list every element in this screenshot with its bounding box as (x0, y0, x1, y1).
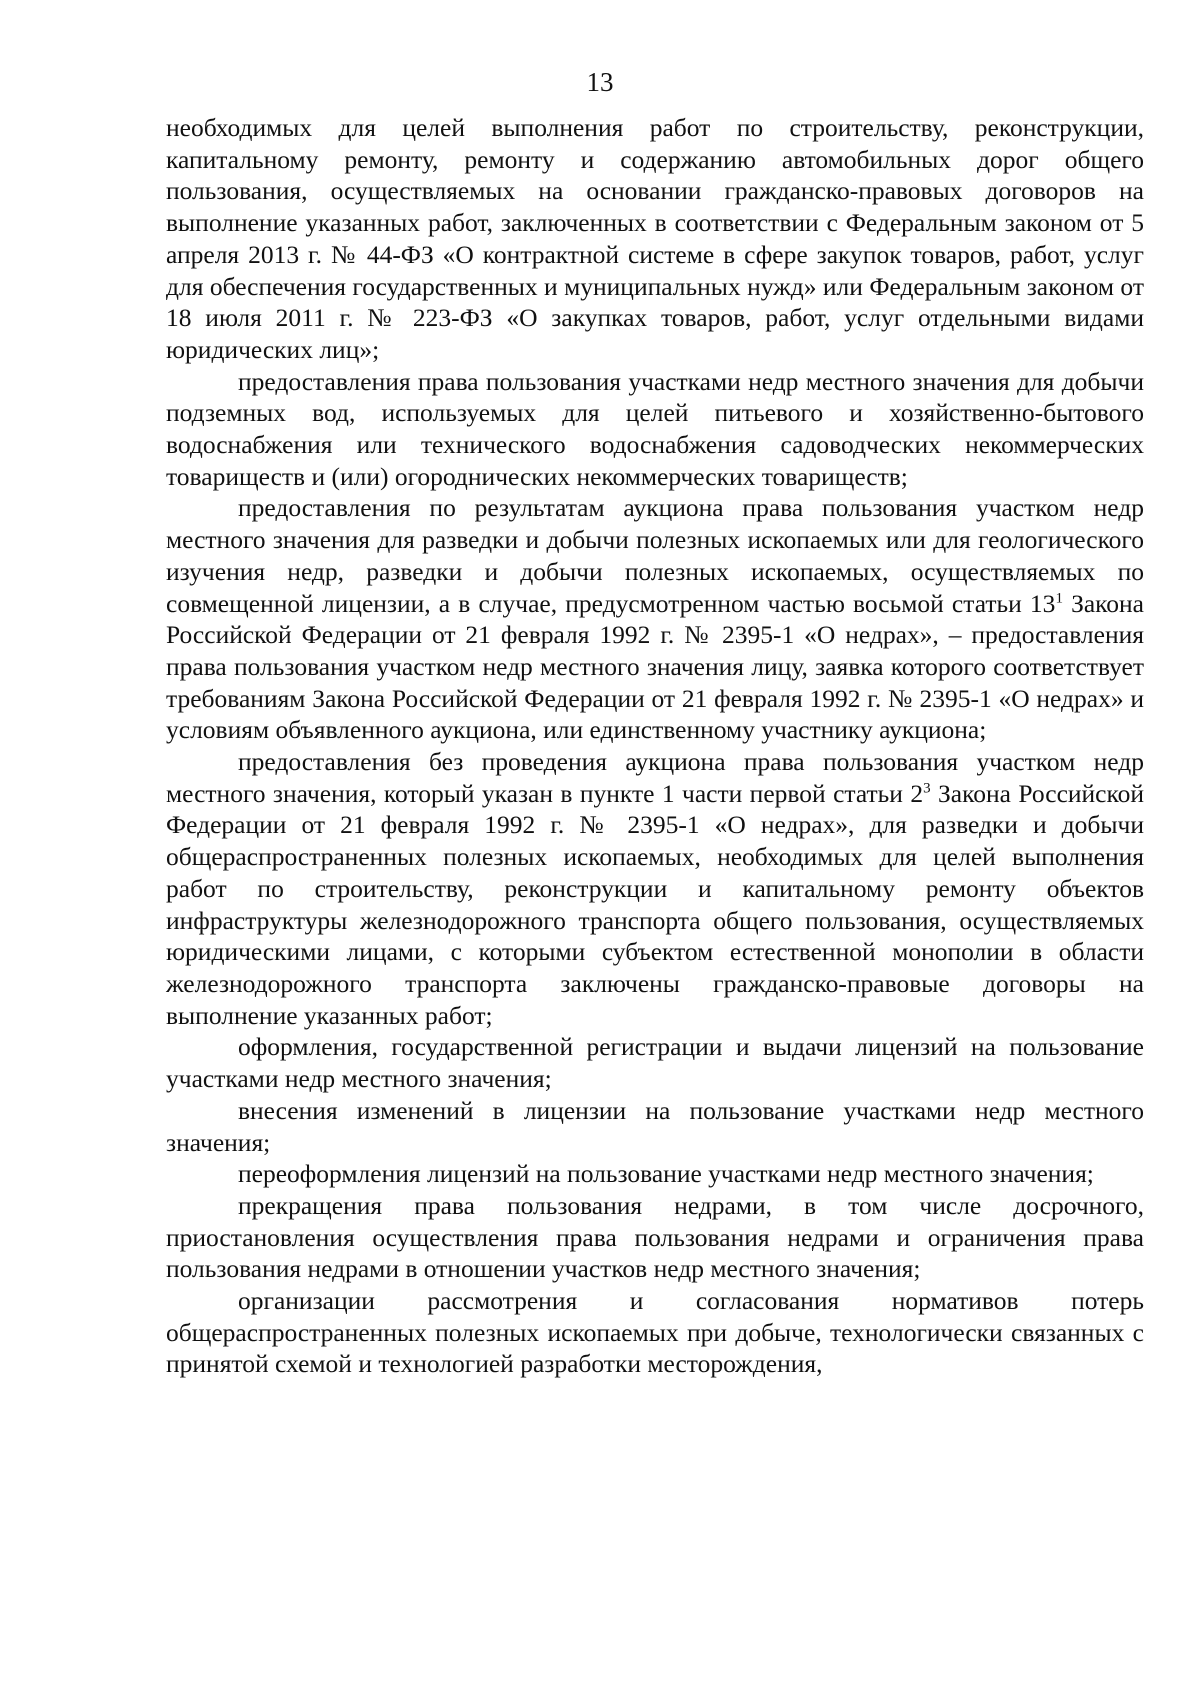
paragraph-right-termination: прекращения права пользования недрами, в том числе досрочного, приостановления осуществления права пользования недрами и ограничения права пользования недрами в отношении участков недр местного значения; (166, 1190, 1144, 1284)
paragraph-loss-standards: организации рассмотрения и согласования нормативов потерь общераспространенных полезных ископаемых при добыче, технологически связанных с принятой схемой и технологией разработки месторождения, (166, 1286, 1144, 1379)
paragraph-no-auction-right (166, 746, 1144, 1031)
paragraph-no-auction-text-part-1: предоставления без проведения аукциона права пользования участком недр местного значения, который указан в пункте 1 части первой статьи 2 (166, 747, 1144, 808)
paragraph-groundwater-use: предоставления права пользования участками недр местного значения для добычи подземных вод, используемых для целей питьевого и хозяйственно-бытового водоснабжения или технического водоснабжения садоводческих некоммерческих товариществ и (или) огороднических некоммерческих товариществ; (166, 366, 1144, 491)
article-superscript-3: 3 (923, 780, 931, 797)
paragraph-road-works-continuation: необходимых для целей выполнения работ по строительству, реконструкции, капитальному ремонту, ремонту и содержанию автомобильных дорог общего пользования, осуществляемых на основании гражданско-правовых договоров на выполнение указанных работ, заключенных в соответствии с Федеральным законом от 5 апреля 2013 г. № 44-ФЗ «О контрактной системе в сфере закупок товаров, работ, услуг для обеспечения государственных и муниципальных нужд» или Федеральным законом от 18 июля 2011 г. № 223-ФЗ «О закупках товаров, работ, услуг отдельными видами юридических лиц»; (166, 113, 1144, 364)
document-body (166, 112, 1144, 1380)
paragraph-license-reissue: переоформления лицензий на пользование участками недр местного значения; (238, 1159, 1094, 1189)
paragraph-no-auction-text-part-2: Закона Российской Федерации от 21 февраля 1992 г. № 2395-1 «О недрах», для разведки и добычи общераспространенных полезных ископаемых, необходимых для целей выполнения работ по строительству, реконструкции и капитальному ремонту объектов инфраструктуры железнодорожного транспорта общего пользования, осуществляемых юридическими лицами, с которыми субъектом естественной монополии в области железнодорожного транспорта заключены гражданско-правовые договоры на выполнение указанных работ; (166, 778, 1144, 1030)
article-superscript-1: 1 (1055, 590, 1063, 607)
page-number: 13 (586, 67, 614, 97)
paragraph-license-registration: оформления, государственной регистрации и выдачи лицензий на пользование участками недр местного значения; (166, 1032, 1144, 1094)
paragraph-auction-text-part-1: предоставления по результатам аукциона права пользования участком недр местного значения для разведки и добычи полезных ископаемых или для геологического изучения недр, разведки и добычи полезных ископаемых, осуществляемых по совмещенной лицензии, а в случае, предусмотренном частью восьмой статьи 13 (166, 493, 1144, 618)
paragraph-auction-right (166, 492, 1144, 746)
paragraph-auction-text-part-2: Закона Российской Федерации от 21 февраля 1992 г. № 2395-1 «О недрах», – предоставления права пользования участком недр местного значения лицу, заявка которого соответствует требованиям Закона Российской Федерации от 21 февраля 1992 г. № 2395-1 «О недрах» и условиям объявленного аукциона, или единственному участнику аукциона; (166, 588, 1144, 745)
paragraph-license-changes: внесения изменений в лицензии на пользование участками недр местного значения; (166, 1095, 1144, 1157)
